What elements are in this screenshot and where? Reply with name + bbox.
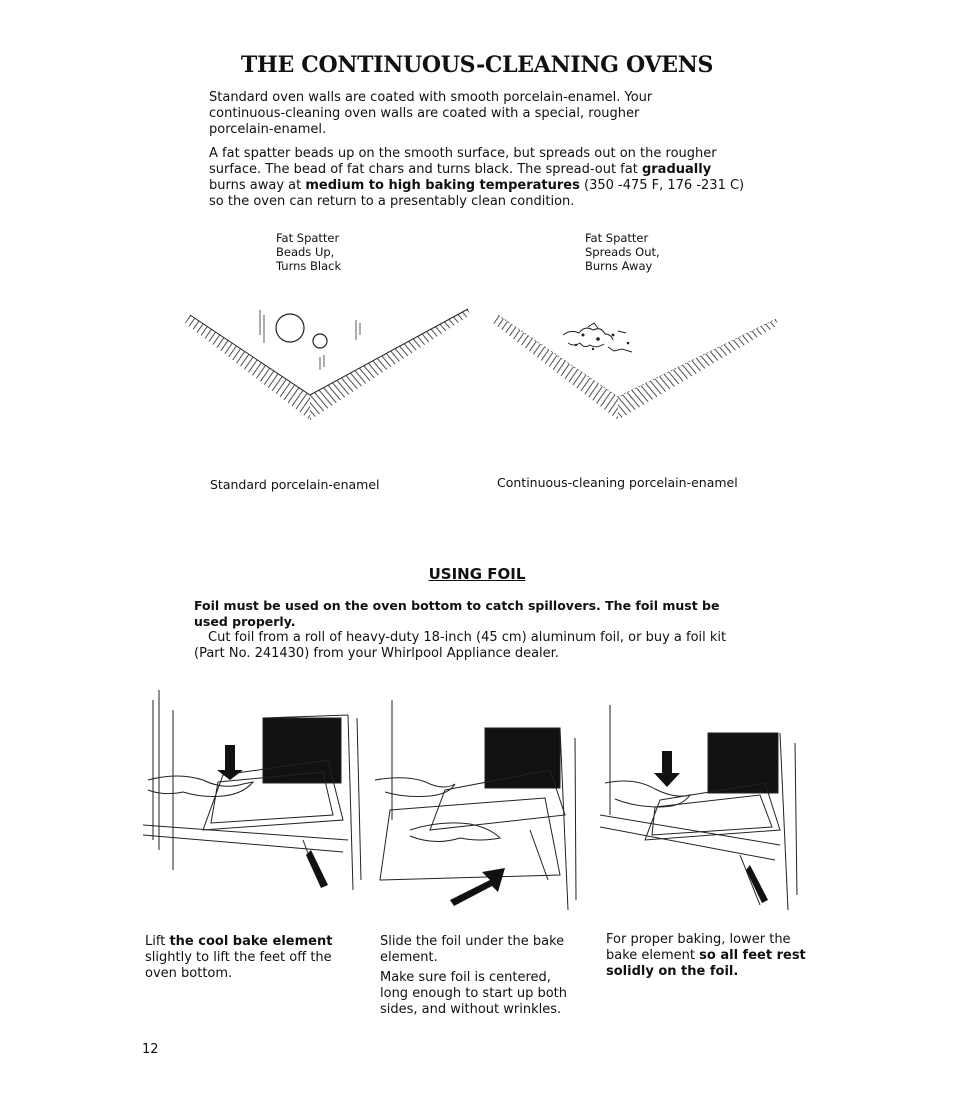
step-3-illustration: [600, 705, 805, 920]
step-2-illustration: [370, 700, 580, 915]
using-foil-heading: USING FOIL: [428, 565, 526, 583]
left-figure-caption: Standard porcelain-enamel: [210, 477, 380, 492]
page-number: 12: [142, 1042, 159, 1057]
foil-instructions: Cut foil from a roll of heavy-duty 18-inch (45 cm) aluminum foil, or buy a foil kit (Part No. 241430) from your Whirlpool Appliance dealer.: [194, 630, 727, 661]
left-figure-label: Fat Spatter Beads Up, Turns Black: [276, 231, 342, 273]
right-figure-label: Fat Spatter Spreads Out, Burns Away: [585, 231, 660, 273]
intro-paragraph-1: Standard oven walls are coated with smooth porcelain-enamel. Your continuous-cleaning oven walls are coated with a special, rougher porcelain-enamel.: [209, 90, 653, 137]
page-title: THE CONTINUOUS-CLEANING OVENS: [240, 52, 714, 78]
foil-warning: Foil must be used on the oven bottom to catch spillovers. The foil must be used properly.: [194, 598, 720, 629]
step-1-caption: Lift the cool bake element slightly to lift the feet off the oven bottom.: [145, 934, 333, 981]
step-1-illustration: [143, 690, 365, 912]
step-3-caption: For proper baking, lower the bake element so all feet rest solidly on the foil.: [606, 932, 806, 979]
standard-enamel-illustration: [180, 295, 480, 425]
right-figure-caption: Continuous-cleaning porcelain-enamel: [497, 475, 738, 490]
intro-paragraph-2: A fat spatter beads up on the smooth surface, but spreads out on the rougher surface. The bead of fat chars and turns black. The spread-out fat gradually burns away at medium to high baking temperatures (350 -475 F, 176 -231 C) so the oven can return to a presentably clean condition.: [209, 146, 745, 209]
continuous-cleaning-enamel-illustration: [488, 305, 788, 435]
step-2-caption: Slide the foil under the bake element. Make sure foil is centered, long enough to start up both sides, and without wrinkles.: [380, 934, 568, 1017]
